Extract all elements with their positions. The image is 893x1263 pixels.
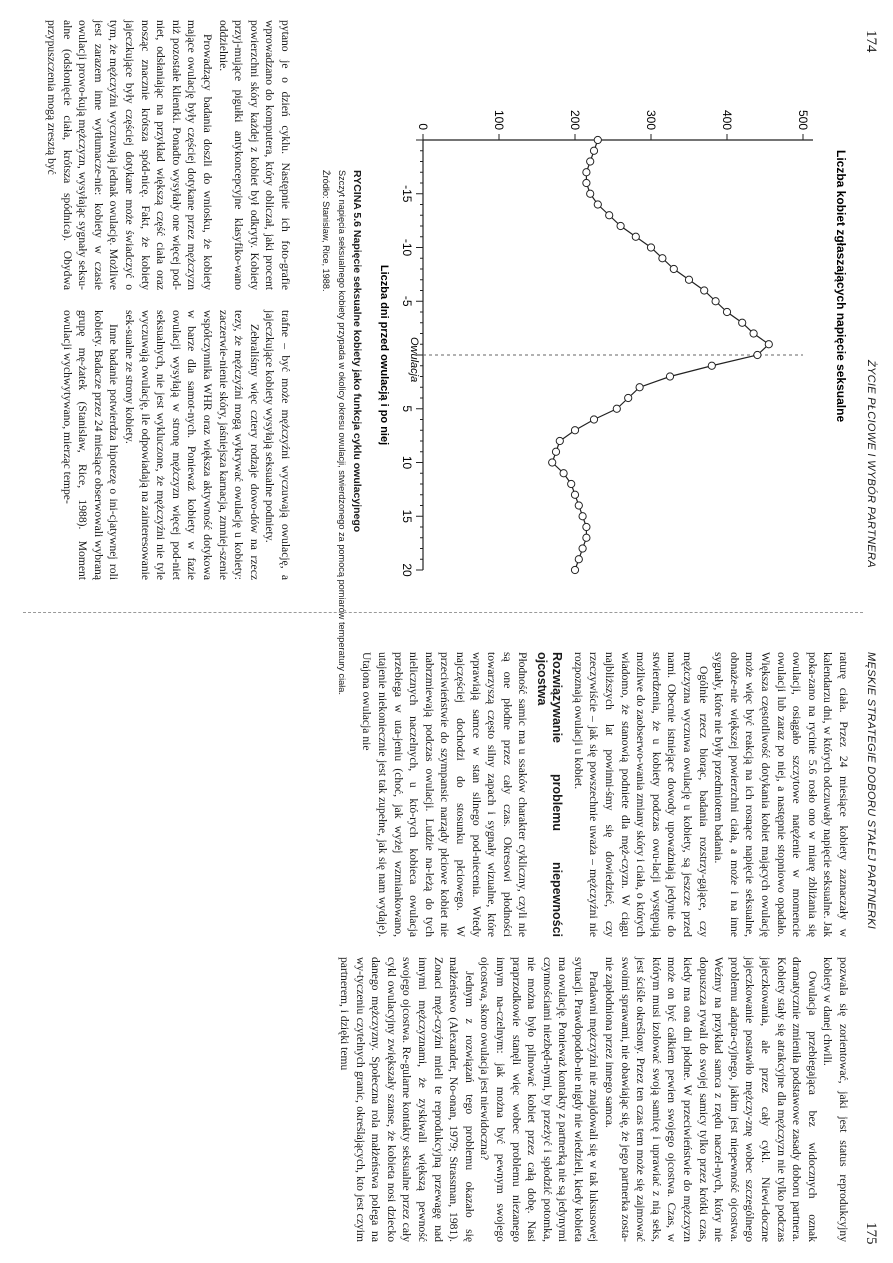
figure-note: Szczyt napięcia seksualnego kobiety przypada w okolicy okresu owulacji, stwierdzonego za pomocą pomiarów temperatury ciała. [337, 170, 347, 695]
running-head: MĘSKIE STRATEGIE DOBORU STAŁEJ PARTNERKI [865, 652, 877, 930]
ovulation-annotation: Owulacja [408, 337, 420, 383]
data-point [636, 384, 643, 391]
data-point [571, 427, 578, 434]
data-point [587, 158, 594, 165]
paragraph: Płodność samic ma u ssaków charakter cykliczny, czyli nie są one płodne przez cały czas. Okresowi płodności towarzyszą często silny zapach i sygnały wizualne, które wprawiają samce w stan silnego pod-niecenia. Wtedy najczęściej dochodzi do stosunku płciowego. W przeciwieństwie do szympansic narządy płciowe kobiet nie nabrzmiewają podczas owulacji. Ludzie na-leżą do tych nielicznych naczelnych, u któ-rych kobieca owulacja przebiega w uta-jeniu (choć, jak wyżej wzmiankowano, utajenie niekoniecznie jest tak zupełne, jak się nam wydaje). Utajona owulacja nie [360, 652, 530, 937]
paragraph: Owulacja przebiegająca bez widocznych oznak dramatycznie zmieniła podstawowe zasady doboru partnera. Kobiety stały się atrakcyjne dla mężczyzn nie tylko podczas jajeczkowania, ale przez cały cykl. Niewi-doczne jajeczkowanie postawiło mężczy-znę wobec szczególnego problemu adapta-cyjnego, jakim jest niepewność ojcostwa. Weźmy na przykład samca z rzędu naczel-nych, który nie dopuszcza rywali do swojej samicy tylko przez krótki czas, kiedy ma ona dni płodne. W przeciwieństwie do mężczyzn może on być całkiem pewien swojego ojcostwa. Czas, w którym musi izolować swoją samicę i uprawiać z nią seks, jest ściśle określony. Przez ten czas tem może się zajmować swoimi sprawami, nie obawiając się, że jego partnerka zosta-nie zapłodniona przez innego samca. [603, 957, 819, 1242]
paragraph: Zebraliśmy więc cztery rodzaje dowo-dów na rzecz tezy, że mężczyźni mogą wykrywać owulację u kobiety: zaczerwie-nienie skóry, jaśniejsza karnacja, zmniej-szenie współczynnika WHR oraz większa aktywność dotykowa w barze dla samot-nych. Ponieważ kobiety w fazie owulacji wysyłają w stronę mężczyzn więcej pod-niet seksualnych, nie jest wykluczone, że mężczyźni nie tyle wyczuwają owulację, ile odpowiadają na zainteresowanie sek-sualne ze strony kobiety. [123, 310, 261, 580]
y-tick-label: 400 [720, 109, 734, 130]
data-point [765, 341, 772, 348]
data-point [754, 351, 761, 358]
paragraph: Pradawni mężczyźni nie znajdowali się w tak luksusowej sytuacji. Prawdopodob-nie nigdy nie wiedzieli, kiedy kobieta ma owulację. Ponieważ kontakty z partnerką nie są jedynymi czynnościami niezbęd-nymi, by przeżyć i spłodzić potomka, nie można było pilnować kobiet przez całą dobę. Nasi praprzodkowie stanęli więc wobec problemu niezanego innym na-czelnym: jak można być pewnym swojego ojcostwa, skoro owulacja jest niewidoczna? [478, 957, 601, 1242]
paragraph: Jednym z rozwiązań tego problemu okazało się małżeństwo (Alexander, No-onan, 1979; Strassman, 1981). Zonaci męż-czyźni mieli te reprodukcyjną przewagę nad innymi mężczyznami, że zyskiwali większą pewność swojego ojcostwa. Re-gularne kontakty seksualne przez cały cykl owulacyjny zwiększały szanse, że kobieta nosi dziecko danego mężczyzny. Społeczna rola małżeństwa polega na wy-tyczeniu czytelnych granic, określających, kto jest czyim partnerem, i dzięki temu [338, 957, 476, 1242]
right-page [0, 632, 893, 1263]
figure-5-6 [303, 70, 863, 695]
figure-title: RYCINA 5.6 Napięcie seksualne kobiety jako funkcja cyklu owulacyjnego [351, 170, 363, 533]
x-tick-label: -5 [400, 295, 414, 307]
x-axis-label: Liczba dni przed owulacją i po niej [378, 264, 390, 446]
y-tick-label: 100 [492, 109, 506, 130]
data-point [571, 491, 578, 498]
data-point [552, 448, 559, 455]
section-heading: Rozwiązywanie problemu niepewności ojcostwa [535, 652, 565, 937]
x-tick-label: -15 [400, 185, 414, 203]
data-point [590, 416, 597, 423]
x-tick-label: 15 [400, 509, 414, 523]
data-point [568, 480, 575, 487]
data-point [594, 201, 601, 208]
data-point [613, 405, 620, 412]
data-point [583, 179, 590, 186]
right-column-1 [359, 652, 851, 937]
x-tick-label: 20 [400, 563, 414, 577]
data-point [575, 556, 582, 563]
data-point [579, 513, 586, 520]
paragraph: Ogólnie rzecz biorąc, badania rozstrzy-gające, czy mężczyzna wyczuwa owulację u kobiety, są jeszcze przed nami. Obecnie istniejące dowody upoważniają jedynie do stwierdzenia, że u kobiety podczas owu-lacji występują możliwe do zaobserwo-wania zmiany skóry i ciała, o których wiadomo, że stanowią podniete dla męż-czyzn. W ciągu najbliższych lat powinni-śmy się dowiedzieć, czy rzeczywiście – jak się powszechnie uważa – mężczyźni nie rozpoznają owulacji u kobiet. [571, 652, 710, 937]
x-tick-label: 10 [400, 455, 414, 470]
y-axis-label: Liczba kobiet zgłaszających napięcie seksualne [834, 150, 848, 423]
data-point [723, 308, 730, 315]
data-point [556, 437, 563, 444]
data-point [632, 233, 639, 240]
y-tick-label: 200 [568, 109, 582, 130]
paragraph: raturę ciała. Przez 24 miesiące kobiety zaznaczały w kalendarzu dni, w których odczuwały napięcie seksualne. Jak poka-zano na rycinie 5.6 rosło ono w miarę zbliżania się owulacji, osiągało szczytowe natężenie w momencie owulacji lub zaraz po niej, a następnie stopniowo opadało. Większa częstotliwość dotykania kobiet mających owulację może więc być reakcją na ich rosnące napięcie seksualne, obnaże-nie większej powierzchni ciała, a może i na inne sygnały, które nie były przedmiotem badania. [712, 652, 850, 937]
data-point [590, 147, 597, 154]
y-tick-label: 500 [796, 109, 810, 130]
data-point [560, 470, 567, 477]
data-point [575, 502, 582, 509]
page-number: 175 [863, 1222, 879, 1245]
data-point [739, 319, 746, 326]
data-point [666, 373, 673, 380]
data-point [617, 222, 624, 229]
data-point [583, 523, 590, 530]
data-point [659, 255, 666, 262]
y-tick-label: 0 [416, 123, 430, 130]
data-point [701, 287, 708, 294]
running-head: ŻYCIE PŁCIOWE I WYBÓR PARTNERA [865, 360, 877, 568]
figure-source: Źródło: Stanislaw, Rice, 1988. [321, 170, 331, 292]
data-point [708, 362, 715, 369]
data-point [549, 459, 556, 466]
data-point [583, 169, 590, 176]
paragraph: Inne badanie potwierdza hipotezę o ini-cjatywnej roli kobiety. Badacze przez 24 miesiące obserwowali wybraną grupę mę-żatek (Stanislaw, Rice, 1988). Moment owulacji wychwytywano, mierząc tempe- [60, 310, 121, 580]
data-point [712, 298, 719, 305]
data-point [583, 534, 590, 541]
x-tick-label: -10 [400, 238, 414, 257]
paragraph: Prowadzący badania doszli do wniosku, że kobiety mające owulację były częściej dotykane przez mężczyzn niż pozostałe klientki. Ponadto wysyłały one więcej pod-niet, odsłaniając na przykład większą część ciała oraz nosząc znacznie krótsza spód-nicę. Fakt, że kobiety jajeczkujące były częściej dotykane może świadczyć o tym, że mężczyźni wyczuwają jednak owulację. Możliwe jest zarazem inne wytłumacze-nie: kobiety w czasie owulacji prowo-kują mężczyzn, wysyłając sygnały seksu-alne (odsłonięcie ciała, krótsza spódnica). Obydwa przypuszczenia mogą zresztą być [45, 20, 215, 290]
ovulation-chart [363, 70, 863, 590]
data-point [625, 394, 632, 401]
data-point [685, 276, 692, 283]
y-tick-label: 300 [644, 109, 658, 130]
x-tick-label: 5 [400, 405, 414, 413]
data-point [670, 265, 677, 272]
data-point [606, 212, 613, 219]
paragraph: trafne – być może mężczyźni wyczuwają owulację, a jajeczkujące kobiety wysyłają seksualne podniety. [263, 310, 292, 580]
left-column-2 [59, 310, 293, 580]
paragraph: pytano je o dzień cyklu. Następnie ich foto-grafie wprowadzano do komputera, który obliczał, jaki procent powierzchni skóry każdej z kobiet był odkryty. Kobiety przyj-mujące pigułki antykoncepcyjne klasyfiko-wano oddzielnie. [216, 20, 292, 290]
data-point [579, 545, 586, 552]
right-column-2 [336, 957, 851, 1242]
data-point [571, 566, 578, 573]
data-point [647, 244, 654, 251]
data-point [594, 136, 601, 143]
data-point [587, 190, 594, 197]
page-gutter [23, 612, 863, 633]
page-number: 174 [863, 30, 879, 53]
data-point [750, 330, 757, 337]
paragraph: pozwala się zorientować, jaki jest status reprodukcyjny kobiety w danej chwili. [821, 957, 850, 1242]
left-column-1 [44, 20, 294, 290]
